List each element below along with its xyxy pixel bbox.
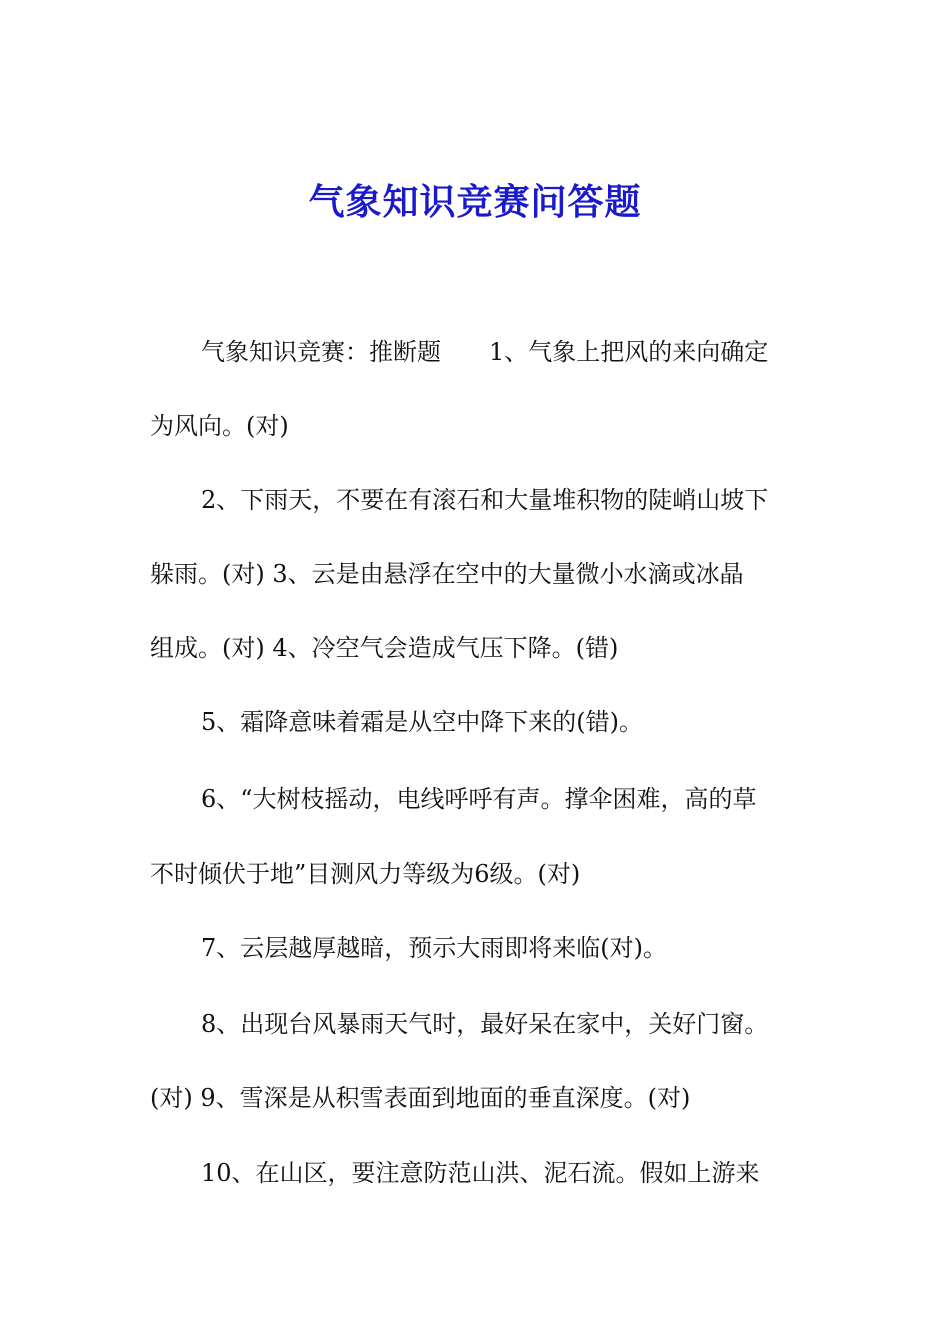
text-line: 为风向。(对) <box>150 412 289 440</box>
text-line: 不时倾伏于地”目测风力等级为6级。(对) <box>150 860 581 888</box>
text-line: (对) 9、雪深是从积雪表面到地面的垂直深度。(对) <box>150 1084 691 1112</box>
text-line: 5、霜降意味着霜是从空中降下来的(错)。 <box>201 708 643 736</box>
text-line: 2、下雨天，不要在有滚石和大量堆积物的陡峭山坡下 <box>201 486 769 514</box>
text-line: 6、“大树枝摇动，电线呼呼有声。撑伞困难，高的草 <box>201 785 757 813</box>
text-line: 10、在山区，要注意防范山洪、泥石流。假如上游来 <box>201 1159 760 1187</box>
text-line: 气象知识竞赛：推断题 1、气象上把风的来向确定 <box>201 338 769 366</box>
document-title: 气象知识竞赛问答题 <box>308 181 642 223</box>
text-line: 7、云层越厚越暗，预示大雨即将来临(对)。 <box>201 934 667 962</box>
text-line: 组成。(对) 4、冷空气会造成气压下降。(错) <box>150 634 619 662</box>
text-line: 8、出现台风暴雨天气时，最好呆在家中，关好门窗。 <box>201 1010 769 1038</box>
text-line: 躲雨。(对) 3、云是由悬浮在空中的大量微小水滴或冰晶 <box>150 560 744 588</box>
